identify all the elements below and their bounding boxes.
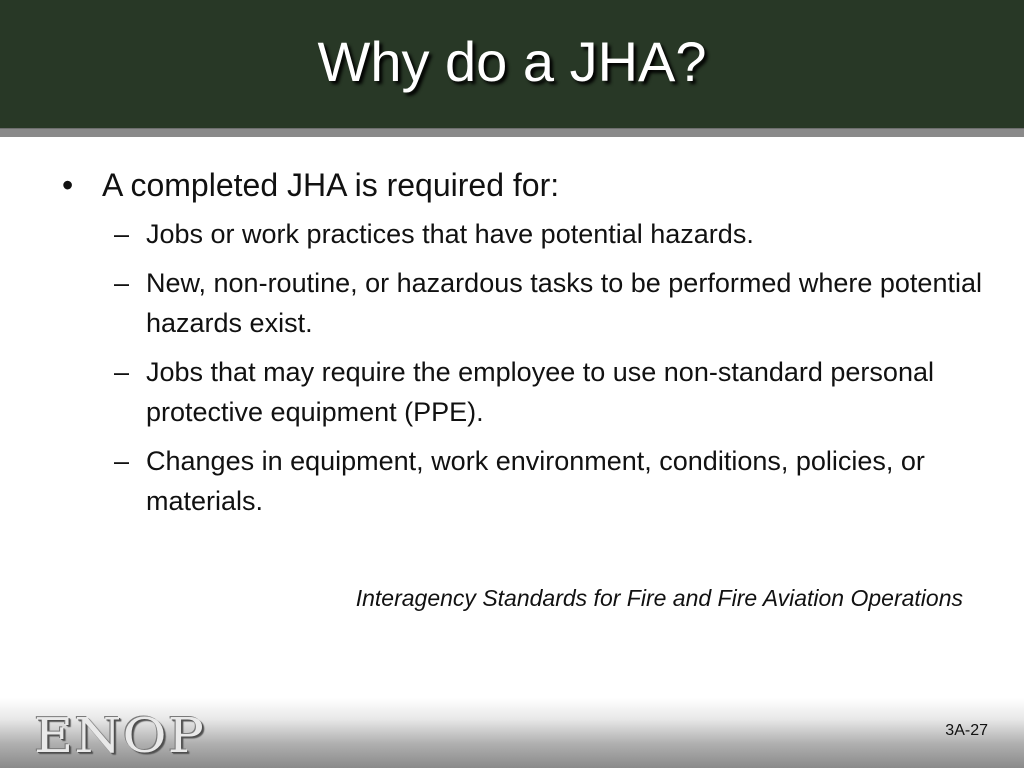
bullet-icon: • — [62, 167, 74, 203]
source-citation: Interagency Standards for Fire and Fire Aviation Operations — [355, 585, 963, 611]
enop-logo: ENOP — [34, 708, 206, 764]
slide-body — [62, 162, 982, 530]
sub-bullet-text: New, non-routine, or hazardous tasks to be performed where potential hazards exist. — [146, 268, 982, 338]
sub-bullet-text: Jobs or work practices that have potential hazards. — [146, 219, 754, 249]
title-bar — [0, 0, 1024, 128]
header-divider — [0, 128, 1024, 137]
sub-bullet-item — [62, 441, 982, 521]
sub-bullet-item — [62, 352, 982, 432]
dash-icon: – — [114, 446, 130, 476]
dash-icon: – — [114, 219, 130, 249]
dash-icon: – — [114, 268, 130, 298]
slide-title: Why do a JHA? — [317, 30, 707, 93]
bullet-item — [62, 162, 982, 208]
sub-bullet-item — [62, 214, 982, 254]
sub-bullet-text: Changes in equipment, work environment, conditions, policies, or materials. — [146, 446, 925, 516]
sub-bullet-item — [62, 263, 982, 343]
slide-number: 3A-27 — [945, 722, 988, 739]
sub-bullet-list — [62, 214, 982, 521]
bullet-text: A completed JHA is required for: — [102, 167, 560, 203]
sub-bullet-text: Jobs that may require the employee to use non-standard personal protective equipment (PPE). — [146, 357, 934, 427]
dash-icon: – — [114, 357, 130, 387]
